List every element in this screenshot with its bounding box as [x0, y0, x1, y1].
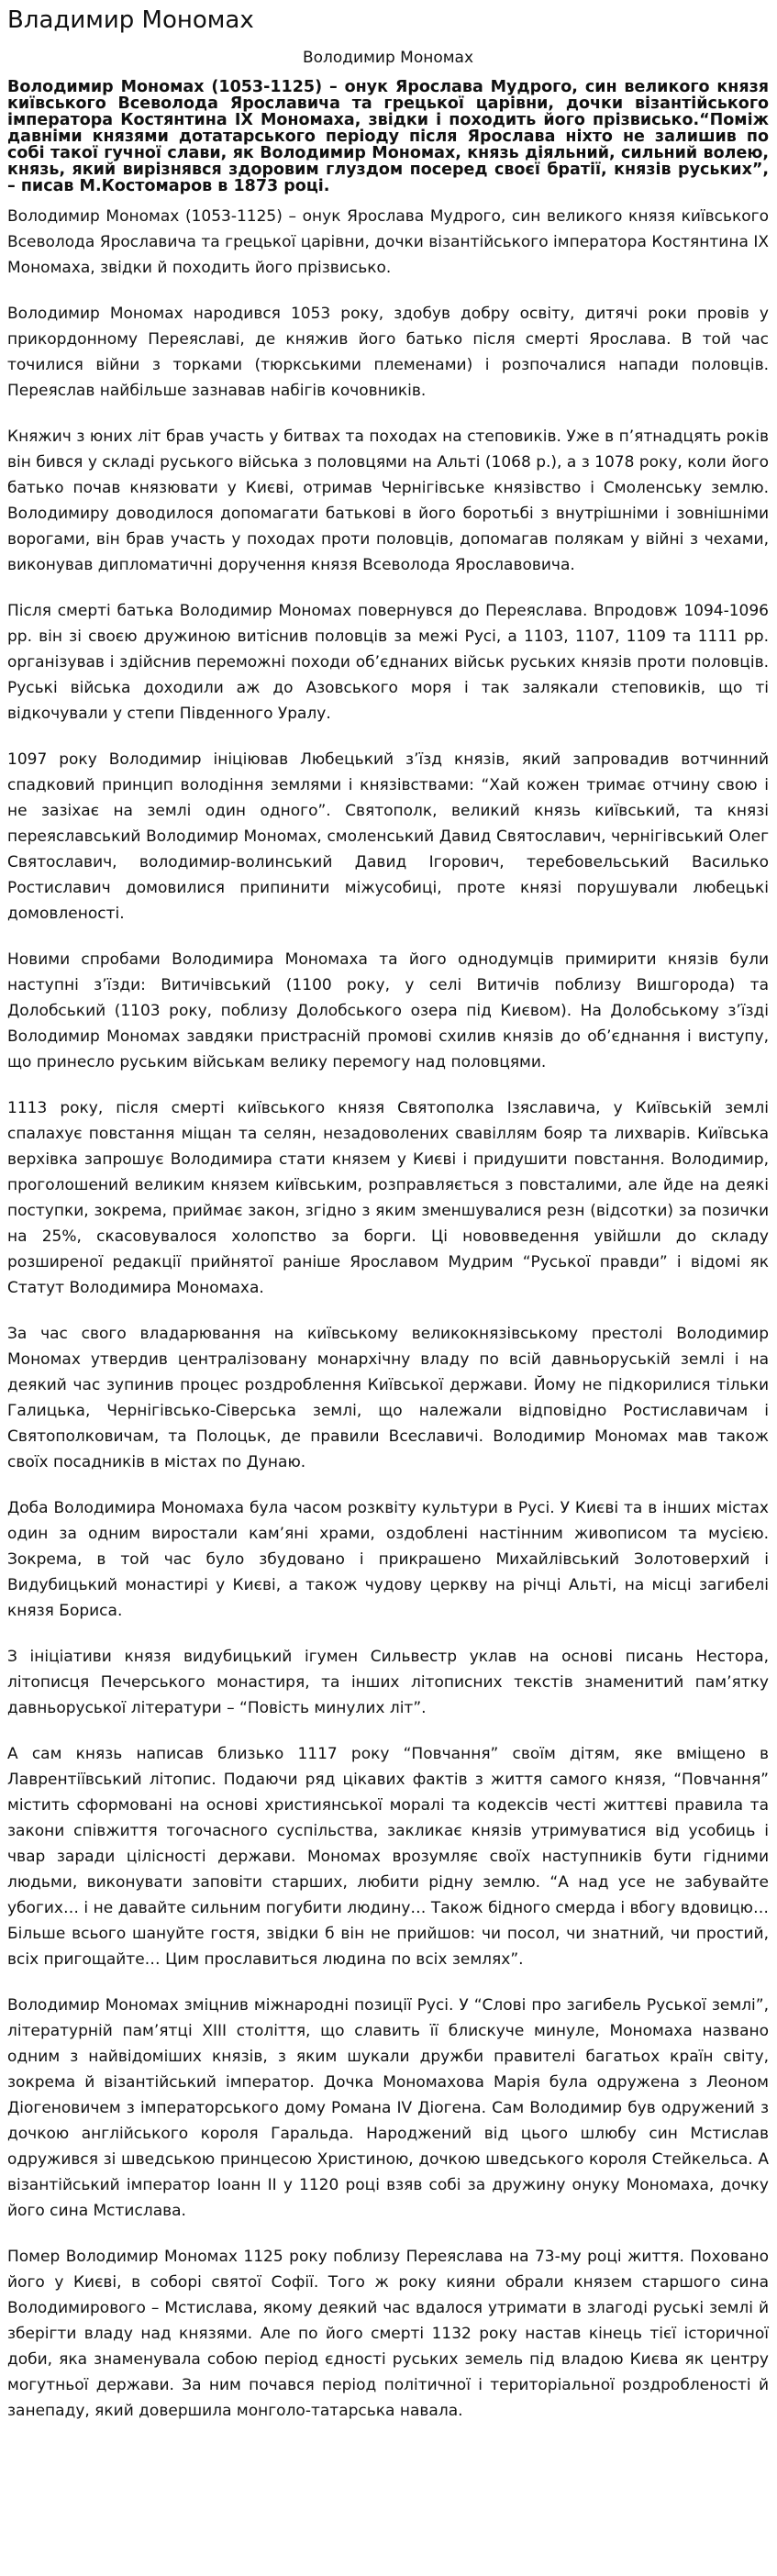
paragraph-12: Володимир Мономах зміцнив міжнародні позиції Русі. У “Слові про загибель Руської землі”, літературній пам’ятці ХІІІ століття, що славить її блискуче минуле, Мономаха названо одним з найвідоміших князів, з яким шукали дружби правителі багатьох країн світу, зокрема й візантійський імператор. Дочка Мономахова Марія була одружена з Леоном Діогеновичем з імператорського дому Романа IV Діогена. Сам Володимир був одружений з дочкою англійського короля Гаральда. Народжений від цього шлюбу син Мстислав одружився зі шведською принцесою Христиною, дочкою шведського короля Стейкельса. А візантійський імператор Іоанн ІІ у 1120 році взяв собі за дружину онуку Мономаха, дочку його сина Мстислава.: [7, 1996, 769, 2220]
paragraph-3: Княжич з юних літ брав участь у битвах та походах на степовиків. Уже в п’ятнадцять років він бився у складі руського війська з половцями на Альті (1068 р.), а з 1078 року, коли його батько почав князювати у Києві, отримав Чернігівське князівство і Смоленську землю. Володимиру доводилося допомагати батькові в його боротьбі з внутрішніми і зовнішніми ворогами, він брав участь у походах проти половців, допомагав полякам у війні з чехами, виконував дипломатичні доручення князя Всеволода Ярославовича.: [7, 427, 769, 574]
paragraph-8: За час свого владарювання на київському великокнязівському престолі Володимир Мономах утвердив централізовану монархічну владу по всій давньоруській землі і на деякий час зупинив процес роздроблення Київської держави. Йому не підкорилися тільки Галицька, Чернігівсько-Сіверська землі, що належали відповідно Ростиславичам і Святополковичам, та Полоцьк, де правили Всеславичі. Володимир Мономах мав також своїх посадників в містах по Дунаю.: [7, 1325, 769, 1471]
paragraph-5: 1097 року Володимир ініціював Любецький з’їзд князів, який запровадив вотчинний спадковий принцип володіння землями і князівствами: “Хай кожен тримає отчину свою і не зазіхає на землі один одного”. Святополк, великий князь київський, та князі переяславський Володимир Мономах, смоленський Давид Святославич, чернігівський Олег Святославич, володимир-волинський Давид Ігорович, теребовельський Василько Ростиславич домовилися припинити міжусобиці, проте князі порушували любецькі домовленості.: [7, 750, 769, 923]
paragraph-4: Після смерті батька Володимир Мономах повернувся до Переяслава. Впродовж 1094-1096 рр. він зі своєю дружиною витіснив половців за межі Русі, а 1103, 1107, 1109 та 1111 рр. організував і здійснив переможні походи об’єднаних військ руських князів проти половців. Руські війська доходили аж до Азовського моря і так залякали степовиків, що ті відкочували у степи Південного Уралу.: [7, 602, 769, 723]
paragraph-13: Помер Володимир Мономах 1125 року поблизу Переяслава на 73-му році життя. Поховано його у Києві, в соборі святої Софії. Того ж року кияни обрали князем старшого сина Володимирового – Мстислава, якому деякий час вдалося утримати в злагоді руські землі й зберігти владу над князями. Але по його смерті 1132 року настав кінець тієї історичної доби, яка знаменувала собою період єдності руських земель під владою Києва як центру могутньої держави. За ним почався період політичної і територіальної роздробленості й занепаду, який довершила монголо-татарська навала.: [7, 2248, 769, 2420]
page-title: Владимир Мономах: [7, 6, 254, 34]
paragraph-9: Доба Володимира Мономаха була часом розквіту культури в Русі. У Києві та в інших містах один за одним виростали кам’яні храми, оздоблені настінним живописом та мусією. Зокрема, в той час було збудовано і прикрашено Михайлівський Золотоверхий і Видубицький монастирі у Києві, а також чудову церкву на річці Альті, на місці загибелі князя Бориса.: [7, 1499, 769, 1620]
paragraph-7: 1113 року, після смерті київського князя Святополка Ізяславича, у Київській землі спалахує повстання міщан та селян, незадоволених свавіллям бояр та лихварів. Київська верхівка запрошує Володимира стати князем у Києві і придушити повстання. Володимир, проголошений великим князем київським, розправляється з повсталими, але йде на деякі поступки, зокрема, приймає закон, згідно з яким зменшувалися резн (відсотки) за позички на 25%, скасовувалося холопство за борги. Ці нововведення увійшли до складу розширеної редакції прийнятої раніше Ярославом Мудрим “Руської правди” і відомі як Статут Володимира Мономаха.: [7, 1099, 769, 1297]
document-page: [7, 0, 769, 2444]
paragraph-6: Новими спробами Володимира Мономаха та його однодумців примирити князів були наступні з’їзди: Витичівський (1100 року, у селі Витичів поблизу Вишгорода) та Долобський (1103 року, поблизу Долобського озера під Києвом). На Долобському з’їзді Володимир Мономах завдяки пристрасній промові схилив князів до об’єднання і виступу, що принесло руським військам велику перемогу над половцями.: [7, 950, 769, 1071]
lead-paragraph: Володимир Мономах (1053-1125) – онук Ярослава Мудрого, син великого князя київського Всеволода Ярославича та грецької царівни, дочки візантійського імператора Костянтина IX Мономаха, звідки і походить його прізвисько.“Поміж давніми князями дотатарського періоду після Ярослава ніхто не залишив по собі такої гучної слави, як Володимир Мономах, князь діяльний, сильний волею, князь, який вирізнявся здоровим глуздом посеред своєї братії, князів руських”, – писав М.Костомаров в 1873 році.: [7, 78, 769, 195]
paragraph-10: З ініціативи князя видубицький ігумен Сильвестр уклав на основі писань Нестора, літописця Печерського монастиря, та інших літописних текстів знаменитий пам’ятку давньоруської літератури – “Повість минулих літ”.: [7, 1648, 769, 1717]
subtitle: Володимир Мономах: [302, 49, 474, 67]
paragraph-11: А сам князь написав близько 1117 року “Повчання” своїм дітям, яке вміщено в Лаврентіївський літопис. Подаючи ряд цікавих фактів з життя самого князя, “Повчання” містить сформовані на основі християнської моралі та кодексів честі життєві правила та закони співжиття тогочасного суспільства, закликає князів утримуватися від усобиць і чвар заради цілісності держави. Мономах врозумляє своїх наступників бути гідними людьми, виконувати заповіти старших, любити рідну землю. “А над усе не забувайте убогих… і не давайте сильним погубити людину… Також бідного смерда і вбогу вдовицю… Більше всього шануйте гостя, звідки б він не прийшов: чи посол, чи знатний, чи простий, всіх пригощайте… Цим прославиться людина по всіх землях”.: [7, 1745, 769, 1969]
paragraph-2: Володимир Мономах народився 1053 року, здобув добру освіту, дитячі роки провів у прикордонному Переяславі, де княжив його батько після смерті Ярослава. В той час точилися війни з торками (тюркськими племенами) і розпочалися напади половців. Переяслав найбільше зазнавав набігів кочовників.: [7, 305, 769, 400]
paragraph-1: Володимир Мономах (1053-1125) – онук Ярослава Мудрого, син великого князя київського Всеволода Ярославича та грецької царівни, дочки візантійського імператора Костянтина IX Мономаха, звідки й походить його прізвисько.: [7, 207, 769, 277]
